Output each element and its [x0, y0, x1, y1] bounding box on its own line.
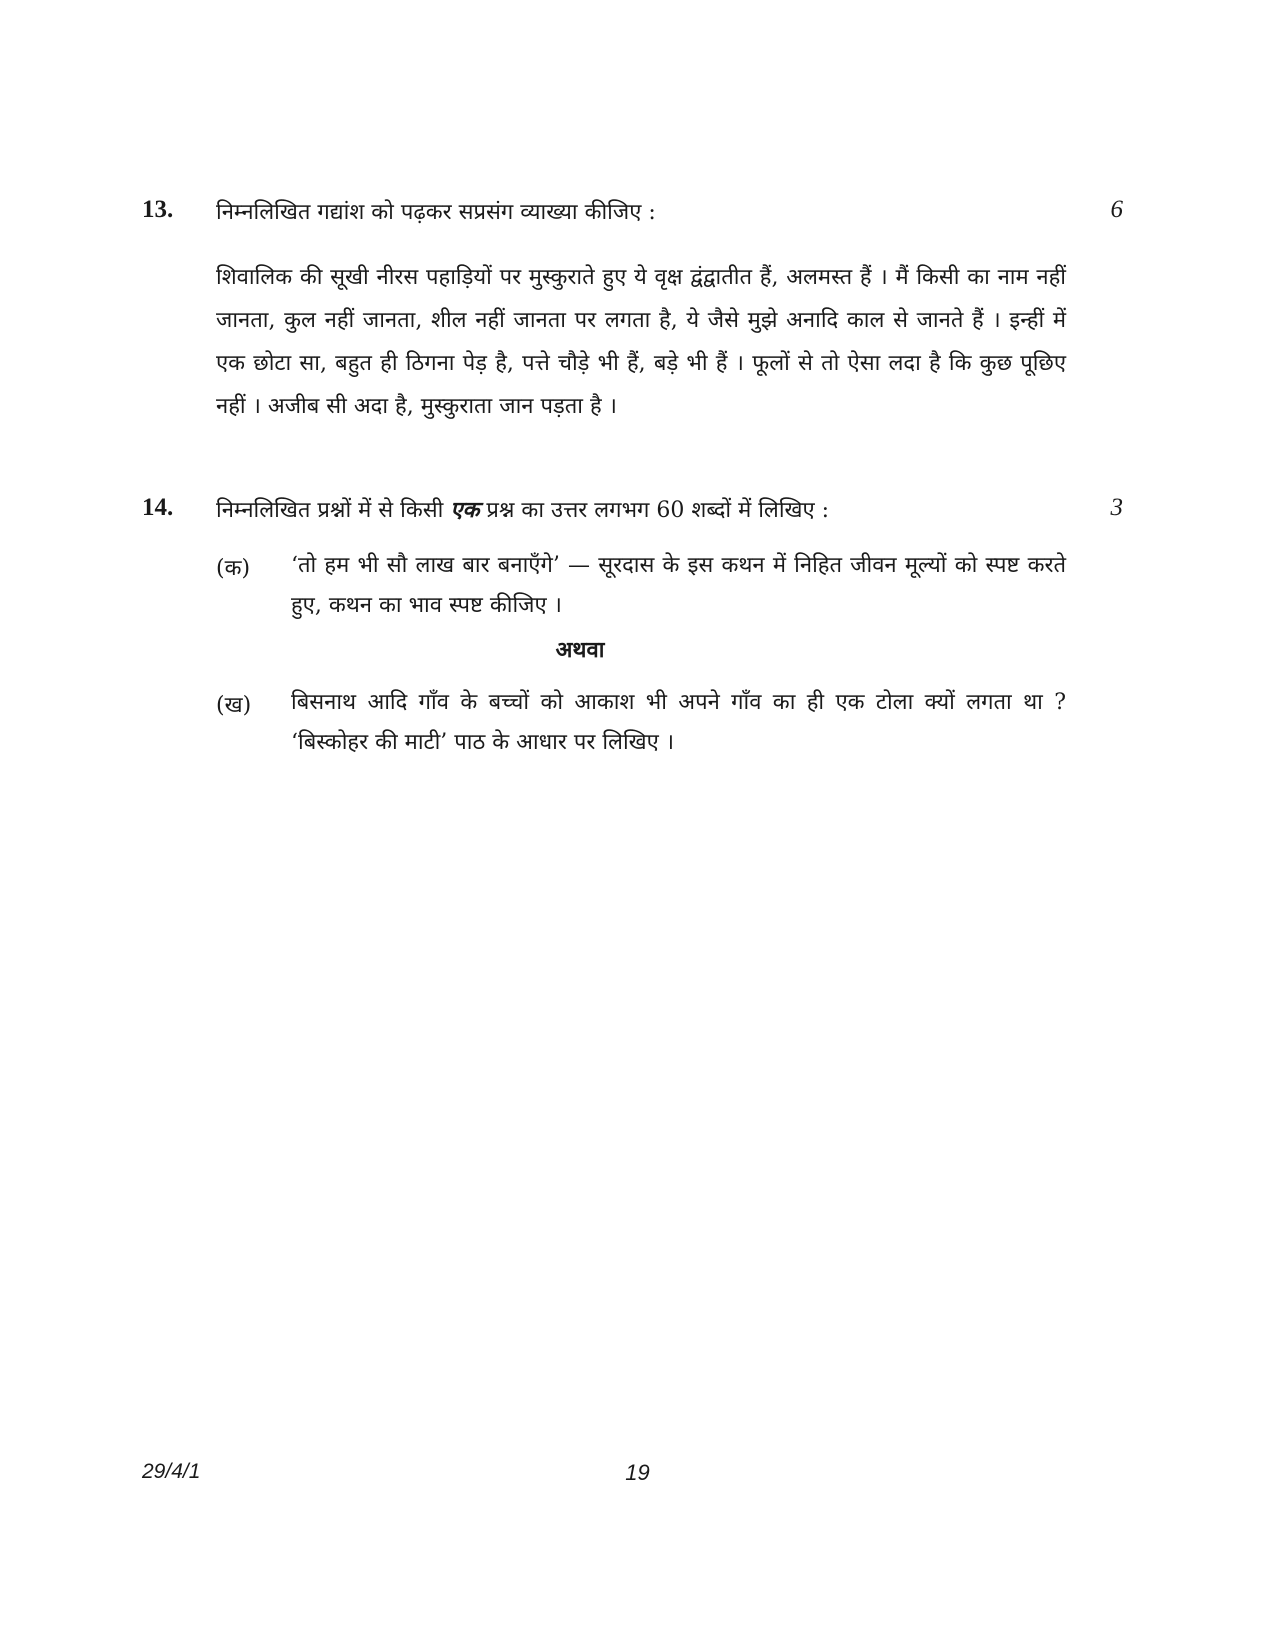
question-14-marks: 3	[1110, 494, 1123, 521]
question-14-prompt-emphasis: एक	[450, 497, 480, 523]
question-13-prompt: निम्नलिखित गद्यांश को पढ़कर सप्रसंग व्याख्या कीजिए :	[216, 200, 656, 225]
page-number: 19	[625, 1460, 650, 1485]
question-14-prompt-end: प्रश्न का उत्तर लगभग 60 शब्दों में लिखिए :	[479, 498, 830, 523]
option-ka-label: (क)	[216, 556, 251, 581]
option-kha-text: बिसनाथ आदि गाँव के बच्चों को आकाश भी अपने गाँव का ही एक टोला क्यों लगता था ? ‘बिस्कोहर की माटी’ पाठ के आधार पर लिखिए ।	[291, 690, 1066, 755]
question-13-passage: शिवालिक की सूखी नीरस पहाड़ियों पर मुस्कुराते हुए ये वृक्ष द्वंद्वातीत हैं, अलमस्त हैं । मैं किसी का नाम नहीं जानता, कुल नहीं जानता, शील नहीं जानता पर लगता है, ये जैसे मुझे अनादि काल से जानते हैं । इन्हीं में एक छोटा सा, बहुत ही ठिगना पेड़ है, पत्ते चौड़े भी हैं, बड़े भी हैं । फूलों से तो ऐसा लदा है कि कुछ पूछिए नहीं । अजीब सी अदा है, मुस्कुराता जान पड़ता है ।	[216, 265, 1066, 419]
question-13-number: 13.	[142, 196, 174, 223]
question-14-number: 14.	[142, 494, 174, 521]
or-divider: अथवा	[555, 637, 605, 663]
paper-code: 29/4/1	[142, 1460, 201, 1483]
option-ka-text: ‘तो हम भी सौ लाख बार बनाएँगे’ — सूरदास के इस कथन में निहित जीवन मूल्यों को स्पष्ट करते हुए, कथन का भाव स्पष्ट कीजिए ।	[291, 553, 1066, 618]
question-13-marks: 6	[1110, 196, 1123, 223]
option-kha-label: (ख)	[216, 693, 252, 718]
question-14-prompt-start: निम्नलिखित प्रश्नों में से किसी	[216, 498, 451, 523]
question-14-prompt	[216, 494, 829, 524]
